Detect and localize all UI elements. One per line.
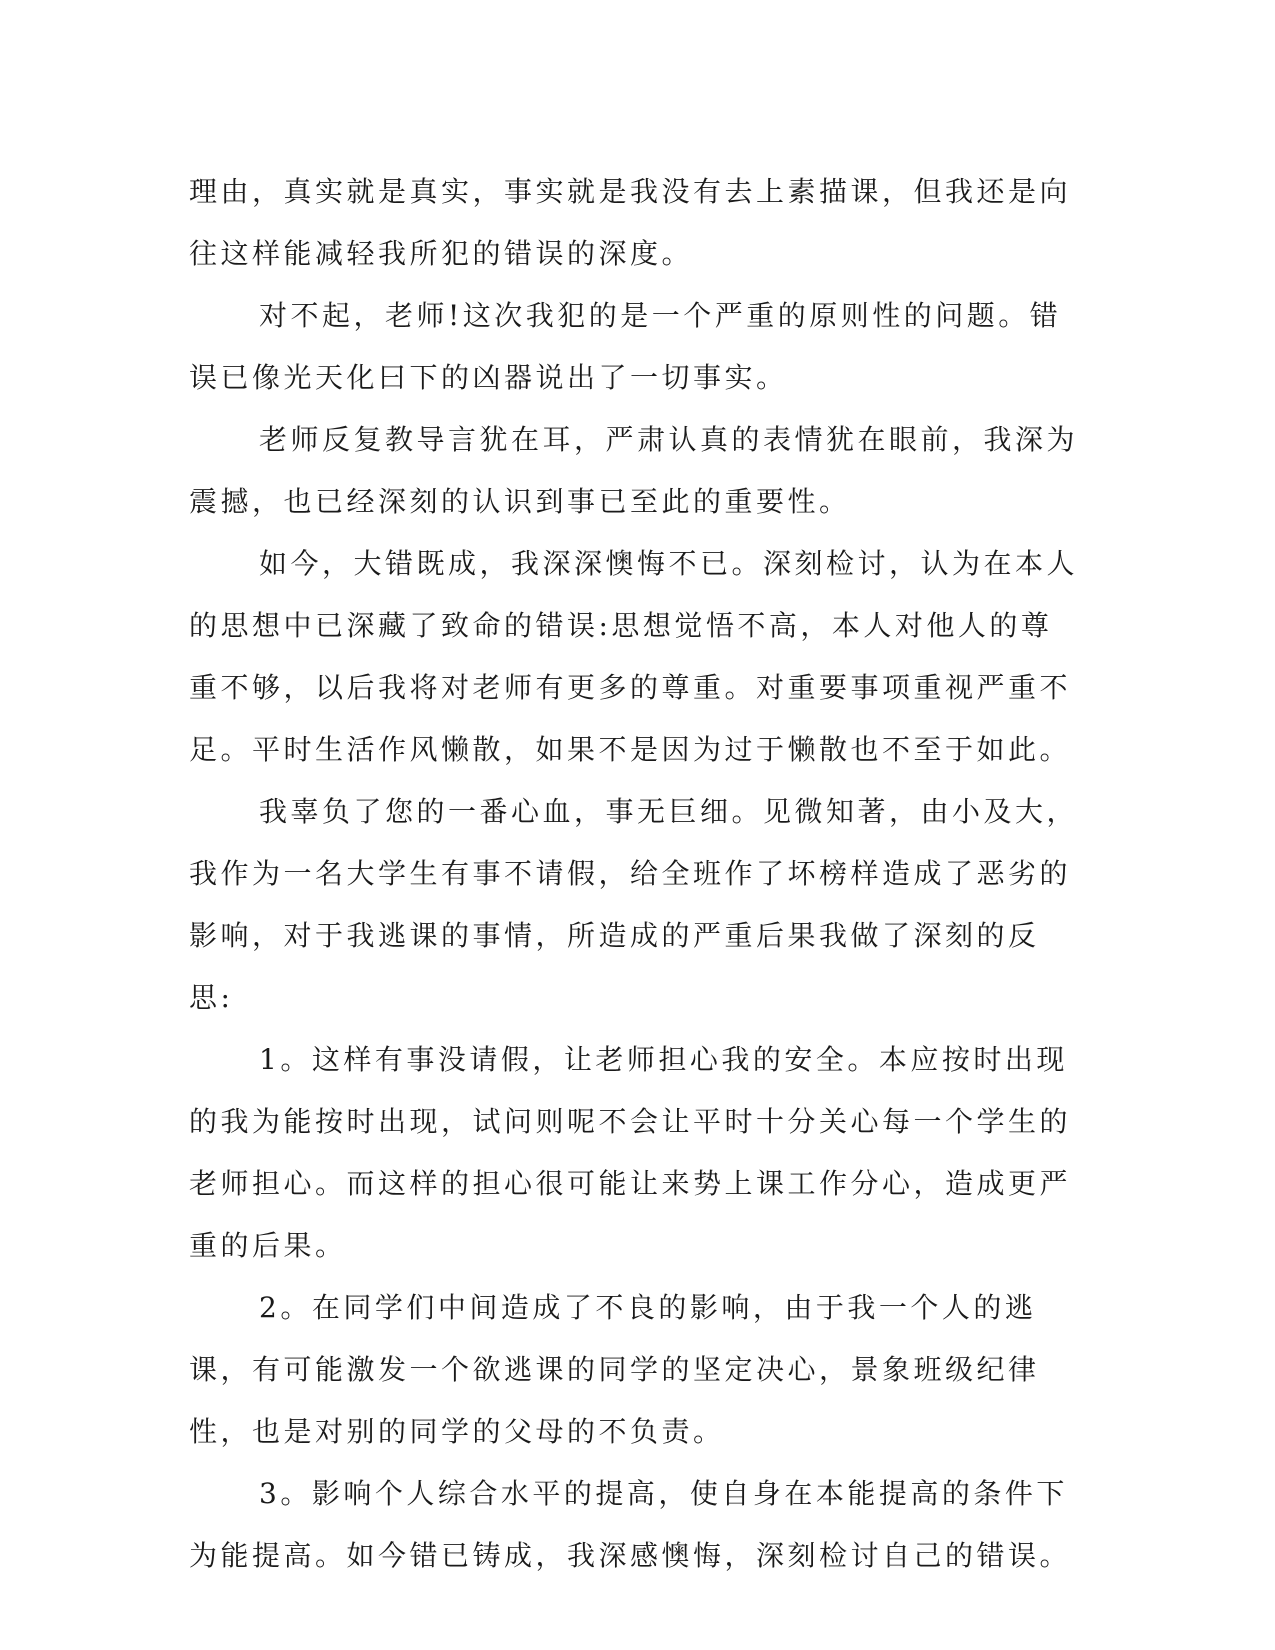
paragraph-5: 我辜负了您的一番心血，事无巨细。见微知著，由小及大，我作为一名大学生有事不请假，给全班作了坏榜样造成了恶劣的影响，对于我逃课的事情，所造成的严重后果我做了深刻的反思: xyxy=(189,795,1079,1014)
paragraph-4: 如今，大错既成，我深深懊悔不已。深刻检讨，认为在本人的思想中已深藏了致命的错误:思想觉悟不高，本人对他人的尊重不够，以后我将对老师有更多的尊重。对重要事项重视严重不足。平时生活作风懒散，如果不是因为过于懒散也不至于如此。 xyxy=(189,547,1079,766)
paragraph-3: 老师反复教导言犹在耳，严肃认真的表情犹在眼前，我深为震撼，也已经深刻的认识到事已至此的重要性。 xyxy=(189,423,1079,518)
paragraph-1: 理由，真实就是真实，事实就是我没有去上素描课，但我还是向往这样能减轻我所犯的错误的深度。 xyxy=(189,175,1072,270)
paragraph-8-item-3: 3。影响个人综合水平的提高，使自身在本能提高的条件下为能提高。如今错已铸成，我深感懊悔，深刻检讨自己的错误。 xyxy=(189,1477,1072,1572)
document-body xyxy=(189,161,1079,1587)
paragraph-6-item-1: 1。这样有事没请假，让老师担心我的安全。本应按时出现的我为能按时出现，试问则呢不会让平时十分关心每一个学生的老师担心。而这样的担心很可能让来势上课工作分心，造成更严重的后果。 xyxy=(189,1043,1072,1262)
paragraph-2: 对不起，老师!这次我犯的是一个严重的原则性的问题。错误已像光天化曰下的凶器说出了一切事实。 xyxy=(189,299,1062,394)
paragraph-7-item-2: 2。在同学们中间造成了不良的影响，由于我一个人的逃课，有可能激发一个欲逃课的同学的坚定决心，景象班级纪律性，也是对别的同学的父母的不负责。 xyxy=(189,1291,1040,1448)
